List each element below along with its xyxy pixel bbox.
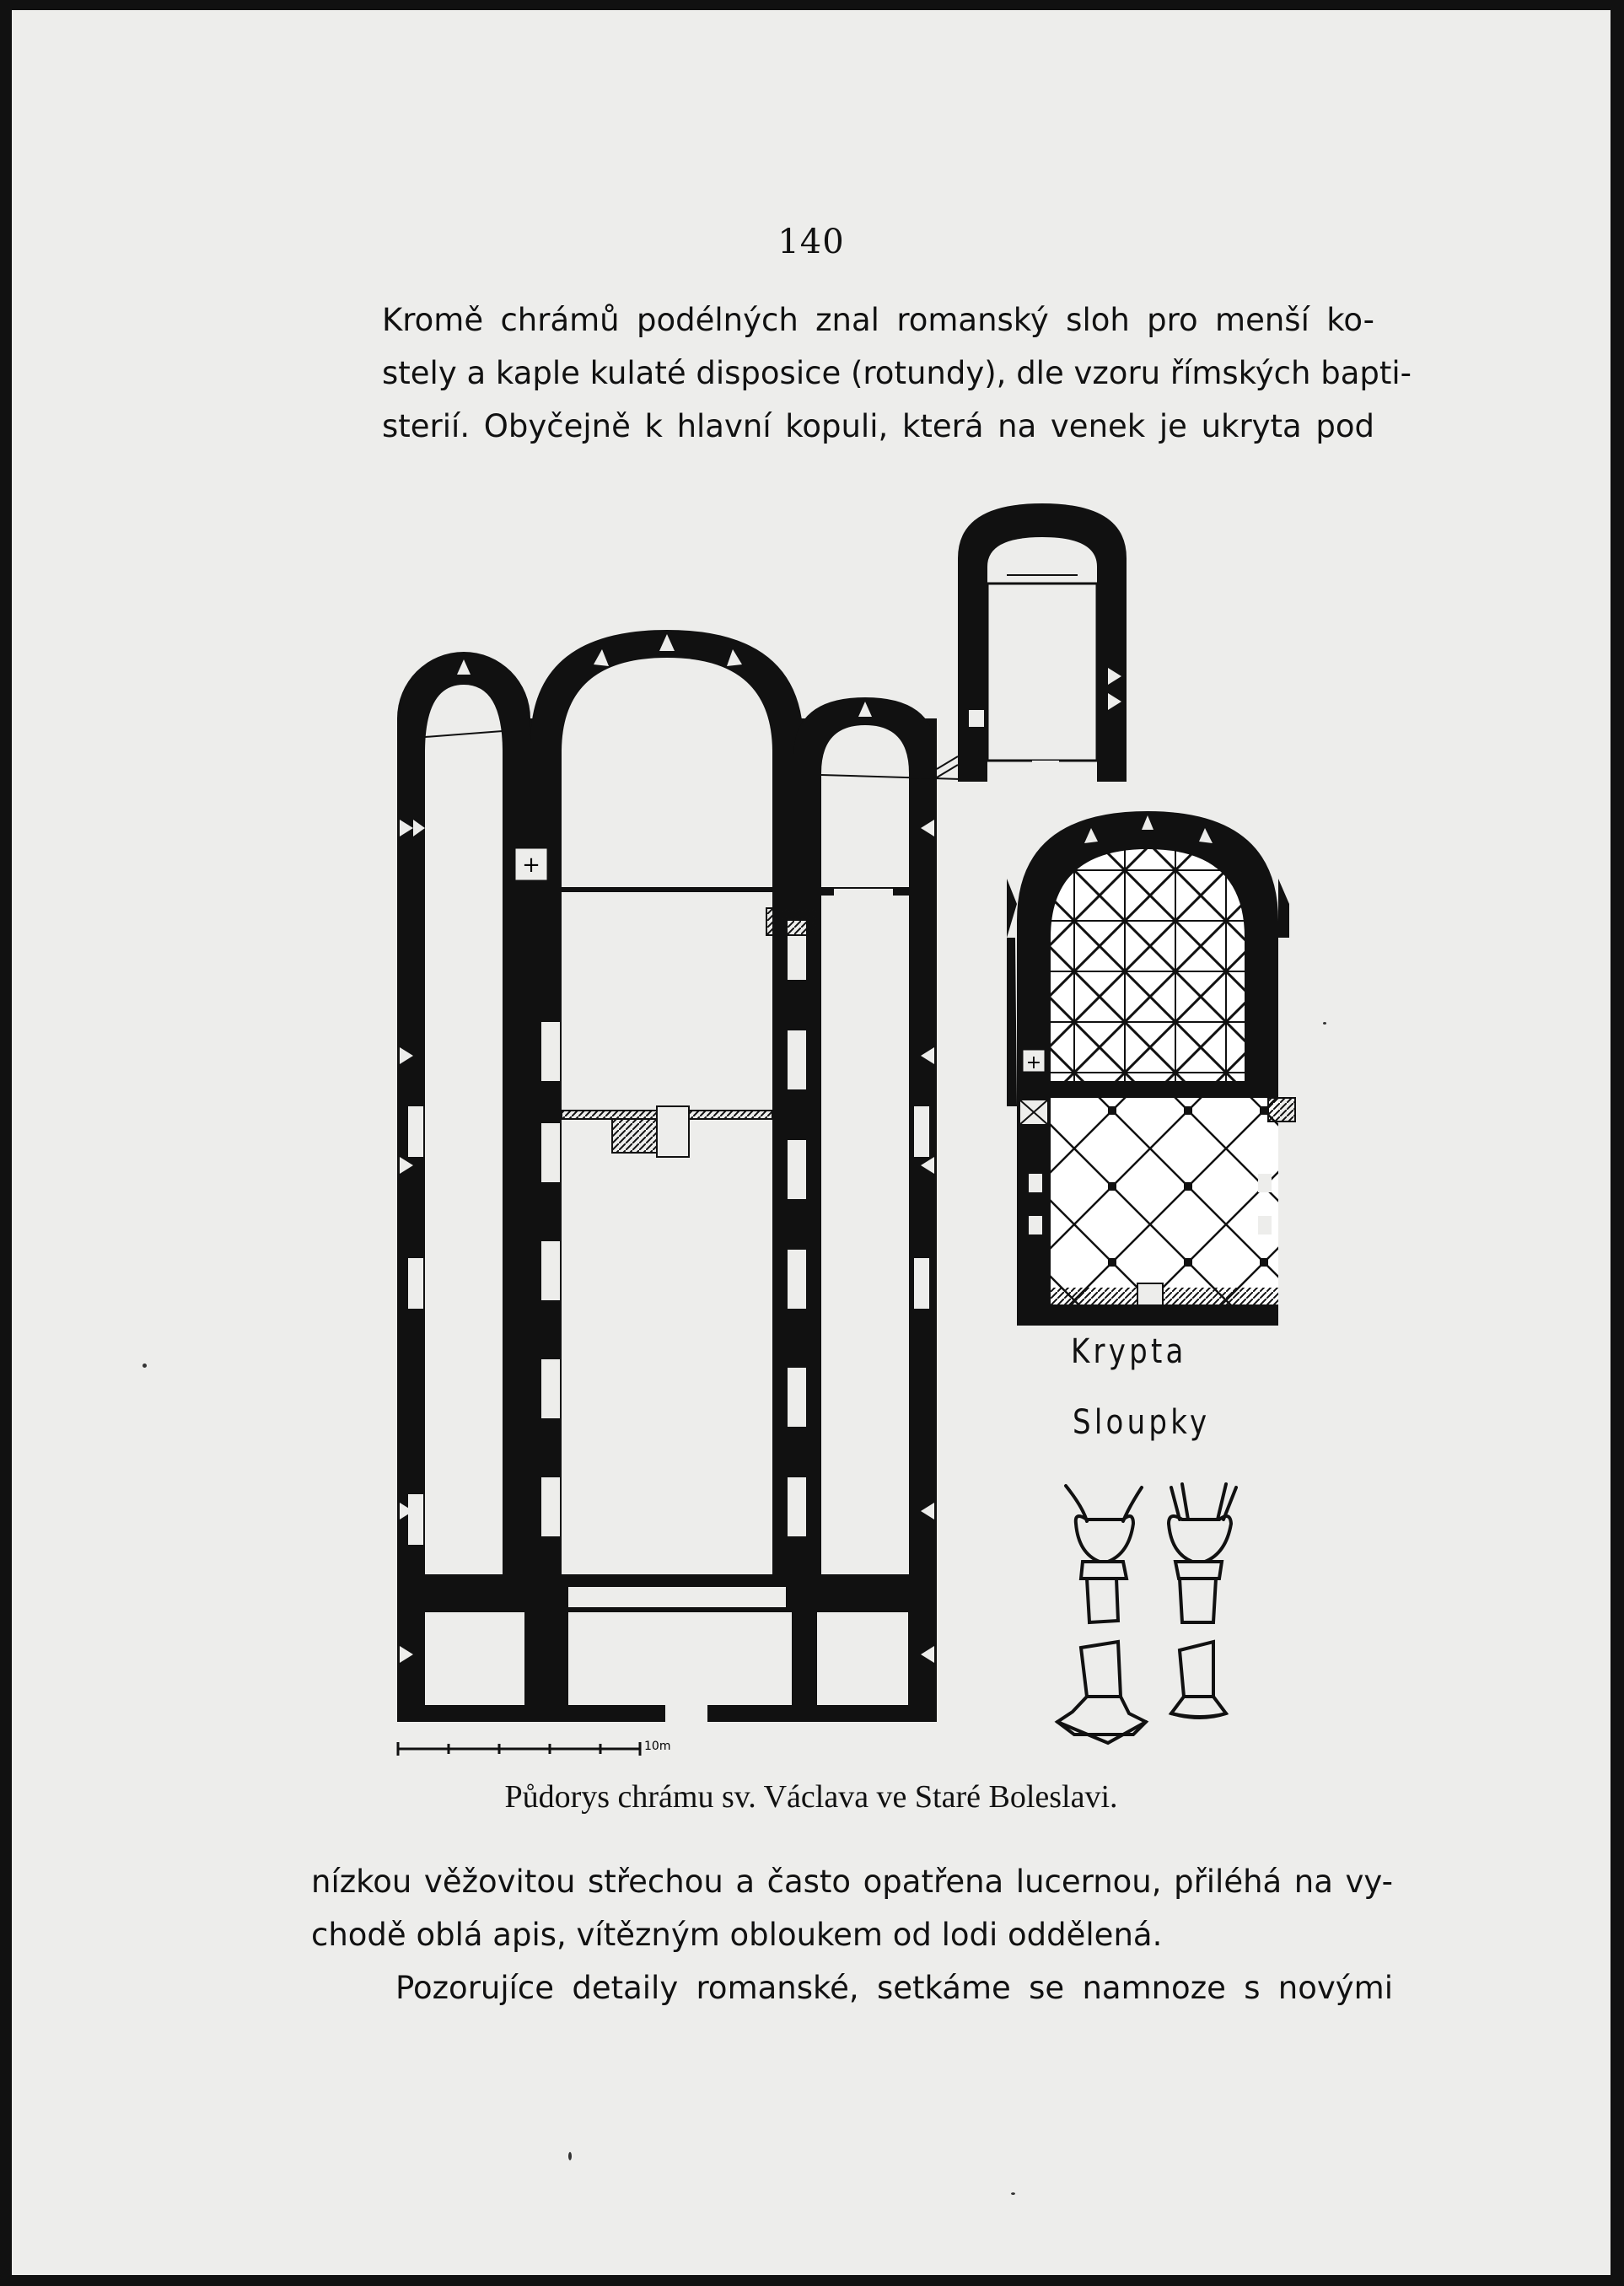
- book-page: [12, 10, 1611, 2275]
- scale-label: 10m: [644, 1740, 671, 1753]
- paper-speck: [568, 2152, 572, 2160]
- paragraph-bottom-continued: [311, 1961, 1393, 2014]
- svg-text:+: +: [522, 853, 540, 878]
- page-number: 140: [777, 223, 845, 261]
- text-line: nízkou věžovitou střechou a často opatřena lucernou, přiléhá na vy-: [311, 1864, 1393, 1900]
- paragraph-bottom: [311, 1855, 1393, 1961]
- chapel-plan: [937, 503, 1127, 782]
- text-line: sterií. Obyčejně k hlavní kopuli, která na venek je ukryta pod: [382, 408, 1374, 444]
- label-crypt: Krypta: [1071, 1332, 1187, 1371]
- label-columns: Sloupky: [1073, 1403, 1211, 1442]
- svg-text:+: +: [1025, 1052, 1042, 1073]
- paper-speck: [143, 1364, 147, 1368]
- text-line: stely a kaple kulaté disposice (rotundy), dle vzoru římských bapti-: [382, 355, 1412, 391]
- scale-bar: [398, 1742, 640, 1756]
- paper-speck: [1323, 1022, 1326, 1025]
- basilica-plan: [397, 630, 960, 1722]
- figure-caption: Půdorys chrámu sv. Václava ve Staré Boleslavi.: [504, 1779, 1118, 1815]
- text-line: Pozorujíce detaily romanské, setkáme se namnoze s novými: [395, 1970, 1393, 2006]
- columns-sketch: [1057, 1484, 1236, 1743]
- paper-speck: [1011, 2192, 1015, 2195]
- crypt-plan: [1007, 811, 1295, 1326]
- text-line: Kromě chrámů podélných znal romanský sloh pro menší ko-: [382, 302, 1374, 338]
- text-line: chodě oblá apis, vítězným obloukem od lodi oddělená.: [311, 1917, 1163, 1953]
